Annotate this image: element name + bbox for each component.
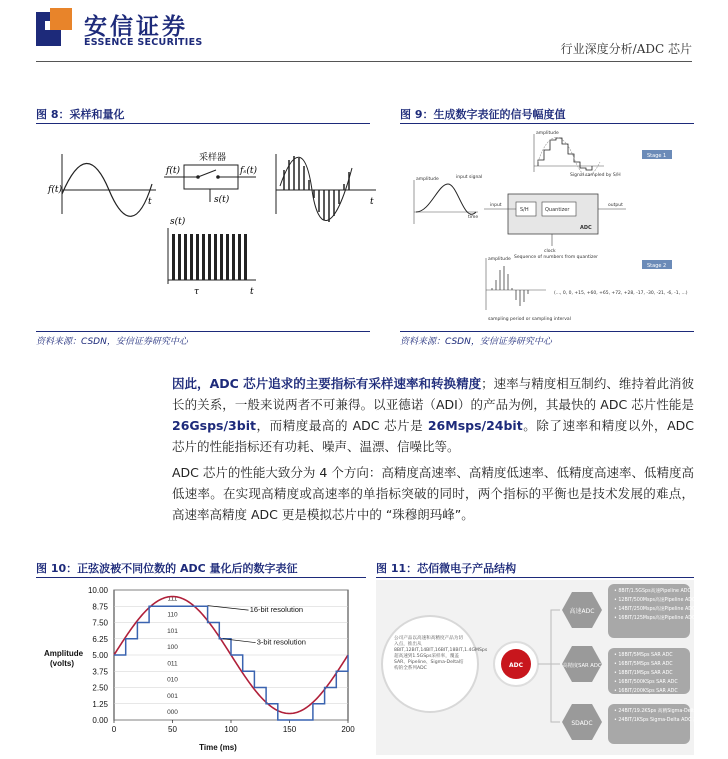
logo-icon	[36, 8, 76, 48]
chart-code-label: 100	[167, 644, 178, 652]
fig8-f-label: f(t)	[48, 185, 62, 195]
chart-code-label: 011	[167, 660, 178, 668]
chart-x-tick: 200	[341, 725, 355, 734]
chart-x-tick: 0	[111, 725, 117, 734]
fig9-quantizer: Quantizer	[545, 207, 570, 213]
fig11-node-label-0: 高速ADC	[569, 608, 595, 615]
fig11-figure	[376, 580, 709, 755]
fig10-caption: 图 10：正弦波被不同位数的 ADC 量化后的数字表征	[36, 562, 298, 575]
fig11-list-item: • 24BIT/19.2KSps 高精Sigma-Delta ADC	[614, 709, 709, 714]
chart-y-tick: 0.00	[92, 716, 108, 725]
fig11-node-2	[562, 704, 602, 740]
fig11-list-item: • 16BIT/125Msps高速Pipeline ADC	[614, 616, 696, 621]
fig11-caption-rule	[376, 577, 694, 578]
fig9-output: output	[608, 203, 623, 208]
fig8-caption: 图 8：采样和量化	[36, 108, 125, 121]
fig11-list-item: • 24BIT/1KSps Sigma-Delta ADC 高精快	[614, 718, 708, 723]
fig11-node-1	[562, 646, 602, 682]
fig11-list-item: • 18BIT/5MSps SAR ADC	[614, 653, 673, 658]
chart-x-tick: 100	[224, 725, 238, 734]
chart-code-label: 001	[167, 692, 178, 700]
fig9-stage2: Stage 2	[647, 263, 667, 269]
chart-xlabel: Time (ms)	[199, 743, 237, 752]
fig9-clock: clock	[544, 249, 556, 254]
chart-code-label: 101	[167, 627, 178, 635]
fig11-list-item: • 16BIT/500KSps SAR ADC	[614, 680, 678, 685]
fig9-input-signal: input signal	[456, 175, 483, 180]
fig11-node-label-2: SDADC	[571, 720, 593, 727]
fig8-t-label-2: t	[250, 287, 254, 297]
fig9-amplitude-left: amplitude	[416, 177, 439, 182]
chart-x-tick: 50	[168, 725, 177, 734]
fig10-caption-rule	[36, 577, 366, 578]
chart-annotation-16bit: 16-bit resolution	[249, 605, 304, 615]
fig9-input: input	[490, 203, 502, 208]
fig8-sampling-diagram	[44, 144, 384, 300]
para1-lead: 因此，ADC 芯片追求的主要指标有采样速率和转换精度	[172, 376, 482, 391]
fig11-list-item: • 18BIT/1MSps SAR ADC	[614, 671, 673, 676]
fig11-node-0	[562, 592, 602, 628]
para1-rest1: ；速率与精度相互制约、维持着此消彼长的关系，一般来说两者不可兼得。以亚德诺（ADI）的产品为例，其最快的 ADC 芯片性能是	[172, 376, 694, 412]
fig8-t-label-1: t	[148, 197, 152, 207]
fig9-sequence: Sequence of numbers from quantizer	[514, 255, 598, 260]
header-divider	[36, 61, 692, 62]
brand-name-en: ESSENCE SECURITIES	[84, 37, 203, 48]
chart-code-label: 111	[167, 595, 178, 603]
fig11-node-label-1: 高精度SAR ADC	[562, 663, 602, 669]
fig9-sh: S/H	[520, 207, 529, 213]
fig9-amplitude-bottom: amplitude	[488, 257, 511, 262]
fig9-adc-label: ADC	[580, 225, 592, 231]
fig9-amplitude-top: amplitude	[536, 131, 559, 136]
chart-y-tick: 2.50	[92, 683, 108, 693]
fig11-center-node: ADC	[508, 662, 524, 669]
chart-y-tick: 8.75	[92, 602, 108, 612]
chart-y-tick: 5.00	[92, 651, 108, 660]
chart-y-tick: 6.25	[92, 634, 108, 644]
fig9-source-rule	[400, 331, 694, 332]
chart-x-tick: 150	[282, 725, 297, 734]
fig9-signal-sampled: Signal sampled by S/H	[570, 173, 621, 178]
fig11-center-text: 公司产品以高速和高精度产品为切入点，推出从8BIT,12BIT,14BIT,16BIT,18BIT,1.4GMSps超高速到1.5GSps采样率，覆盖SAR、Pipeline、Sigma-Delta结构的全系列ADC	[394, 636, 488, 671]
chart-code-label: 110	[167, 611, 178, 619]
fig10-chart	[36, 580, 366, 755]
para1-b2: 26Msps/24bit	[427, 418, 523, 433]
body-paragraph-2: ADC 芯片的性能大致分为 4 个方向：高精度高速率、高精度低速率、低精度高速率、低精度高低速率。在实现高精度或高速率的单指标突破的同时，两个指标的平衡也是技术发展的难点，高速率高精度 ADC 更是模拟芯片中的 “珠穆朗玛峰”。	[172, 465, 694, 522]
fig8-pulse-train	[172, 234, 247, 280]
chart-y-tick: 3.75	[92, 667, 108, 677]
fig8-s-label-2: s(t)	[170, 217, 186, 227]
fig8-figure	[44, 144, 384, 300]
fig8-fs-label: fₛ(t)	[240, 166, 258, 176]
fig11-list-item: • 8BIT/1.5GSps高速Pipeline ADC	[614, 589, 691, 594]
fig9-source: 资料来源：CSDN，安信证券研究中心	[400, 337, 552, 347]
fig11-list-item: • 16BIT/5MSps SAR ADC	[614, 662, 673, 667]
fig9-sampling-period: sampling period or sampling interval	[488, 317, 571, 322]
fig9-sample-stems	[492, 266, 528, 306]
fig9-caption-rule	[400, 123, 694, 124]
fig9-time-left: time	[468, 215, 479, 220]
brand-name-cn: 安信证券	[84, 14, 188, 40]
report-type: 行业深度分析/ADC 芯片	[560, 42, 692, 56]
chart-code-label: 000	[167, 709, 178, 717]
fig9-stage1: Stage 1	[647, 153, 667, 159]
fig11-product-diagram	[376, 580, 709, 755]
fig10-figure	[36, 580, 366, 755]
fig8-sampler-label: 采样器	[199, 153, 227, 163]
body-paragraph-1	[172, 373, 694, 457]
fig11-list-item: • 12BIT/500Msps高速Pipeline ADC	[614, 598, 696, 603]
fig11-lists	[614, 587, 709, 723]
fig8-sampled-signal	[284, 156, 349, 222]
fig9-caption: 图 9：生成数字表征的信号幅度值	[400, 108, 566, 121]
para1-rest2: ，而精度最高的 ADC 芯片是	[255, 418, 428, 433]
chart-ylabel: Amplitude (volts)	[44, 649, 84, 668]
fig8-tau-label: τ	[194, 287, 199, 297]
fig11-caption: 图 11：芯佰微电子产品结构	[376, 562, 517, 575]
fig8-source-rule	[36, 331, 370, 332]
chart-y-tick: 10.00	[87, 586, 108, 595]
fig9-figure	[404, 128, 694, 328]
fig8-s-label: s(t)	[214, 195, 230, 205]
fig9-adc-diagram	[404, 128, 694, 328]
chart-y-tick: 1.25	[92, 699, 108, 709]
fig11-list-item: • 14BIT/250Msps高速Pipeline ADC	[614, 607, 696, 612]
fig11-list-item: • 16BIT/200KSps SAR ADC	[614, 689, 678, 694]
fig8-t-label-3: t	[370, 197, 374, 207]
chart-y-tick: 7.50	[92, 618, 108, 628]
fig9-numbers: (..., 0, 0, +15, +60, +65, +72, +28, -17, -30, -21, -6, -1, ...)	[554, 291, 688, 296]
fig8-source: 资料来源：CSDN，安信证券研究中心	[36, 337, 188, 347]
para1-rest3: 。除了速率和精度以外，ADC 芯片的性能指标还有功耗、噪声、温漂、信噪比等。	[172, 418, 695, 454]
fig8-f-label-2: f(t)	[166, 166, 180, 176]
para1-b1: 26Gsps/3bit	[172, 418, 256, 433]
chart-annotation-3bit: 3-bit resolution	[256, 637, 306, 647]
chart-code-label: 010	[167, 676, 178, 684]
fig8-caption-rule	[36, 123, 370, 124]
